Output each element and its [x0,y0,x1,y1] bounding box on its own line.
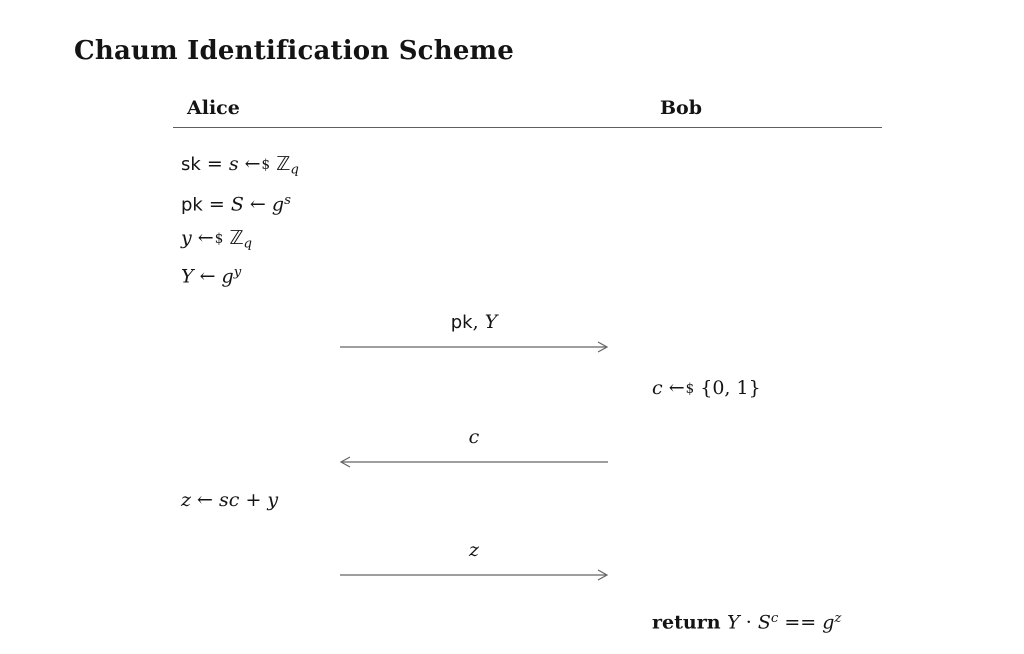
var-s: s [228,153,239,175]
equals-sign: = [202,193,231,216]
subscript-q: q [290,162,299,178]
superscript-z: z [834,611,842,626]
message-3-label [340,538,608,563]
var-g: g [271,193,285,216]
message-3 [340,538,608,582]
var-g: g [822,611,835,634]
return-keyword: return [652,611,728,634]
diagram-title: Chaum Identification Scheme [74,36,515,66]
leftarrow-icon: ← [243,193,272,216]
dollar-sign: $ [261,157,271,173]
leftarrow-icon: ← [238,153,261,175]
participant-rule [173,127,882,128]
subscript-q: q [243,236,252,252]
superscript-y: y [233,265,242,280]
var-y: y [267,489,279,511]
leftarrow-icon: ← [191,227,214,249]
var-c: c [468,426,480,448]
var-S: S [230,193,244,216]
alice-response [181,488,278,513]
var-Y: Y [484,311,498,333]
var-z: z [181,489,192,511]
leftarrow-icon: ← [662,377,685,399]
var-g: g [221,265,234,288]
alice-header: Alice [187,97,240,119]
comma: , [472,311,485,333]
left-arrow-icon [340,453,608,469]
pk-token: pk [181,194,203,216]
alice-setup-line-3 [181,226,252,256]
right-arrow-icon [340,566,608,582]
double-equals: == [778,611,823,634]
var-z: z [468,539,479,561]
leftarrow-icon: ← [193,265,222,288]
message-1-label [340,310,608,335]
var-Y: Y [181,265,194,288]
equals-sign: = [200,153,229,175]
var-c: c [652,377,663,399]
right-arrow-icon [340,338,608,354]
bit-set: {0, 1} [694,377,761,399]
dollar-sign: $ [685,381,695,397]
superscript-s: s [284,193,291,208]
bob-challenge [652,376,761,403]
var-y: y [181,227,192,249]
blackboard-z: ℤ [270,153,291,175]
plus-sign: + [239,489,268,511]
expr-sc: sc [219,489,240,511]
message-1 [340,310,608,354]
bob-verify [652,606,841,636]
dollar-sign: $ [214,231,224,247]
var-S: S [757,611,771,634]
sk-token: sk [181,154,201,175]
alice-setup-line-1 [181,152,299,182]
blackboard-z: ℤ [223,227,244,249]
middle-dot: · [739,611,758,634]
alice-setup-line-2 [181,188,291,218]
message-2-label [340,425,608,450]
alice-setup-line-4 [181,260,241,290]
leftarrow-icon: ← [191,489,220,511]
message-2 [340,425,608,469]
superscript-c: c [770,611,779,626]
var-Y: Y [727,611,740,634]
pk-token: pk [450,312,473,333]
bob-header: Bob [660,97,703,119]
